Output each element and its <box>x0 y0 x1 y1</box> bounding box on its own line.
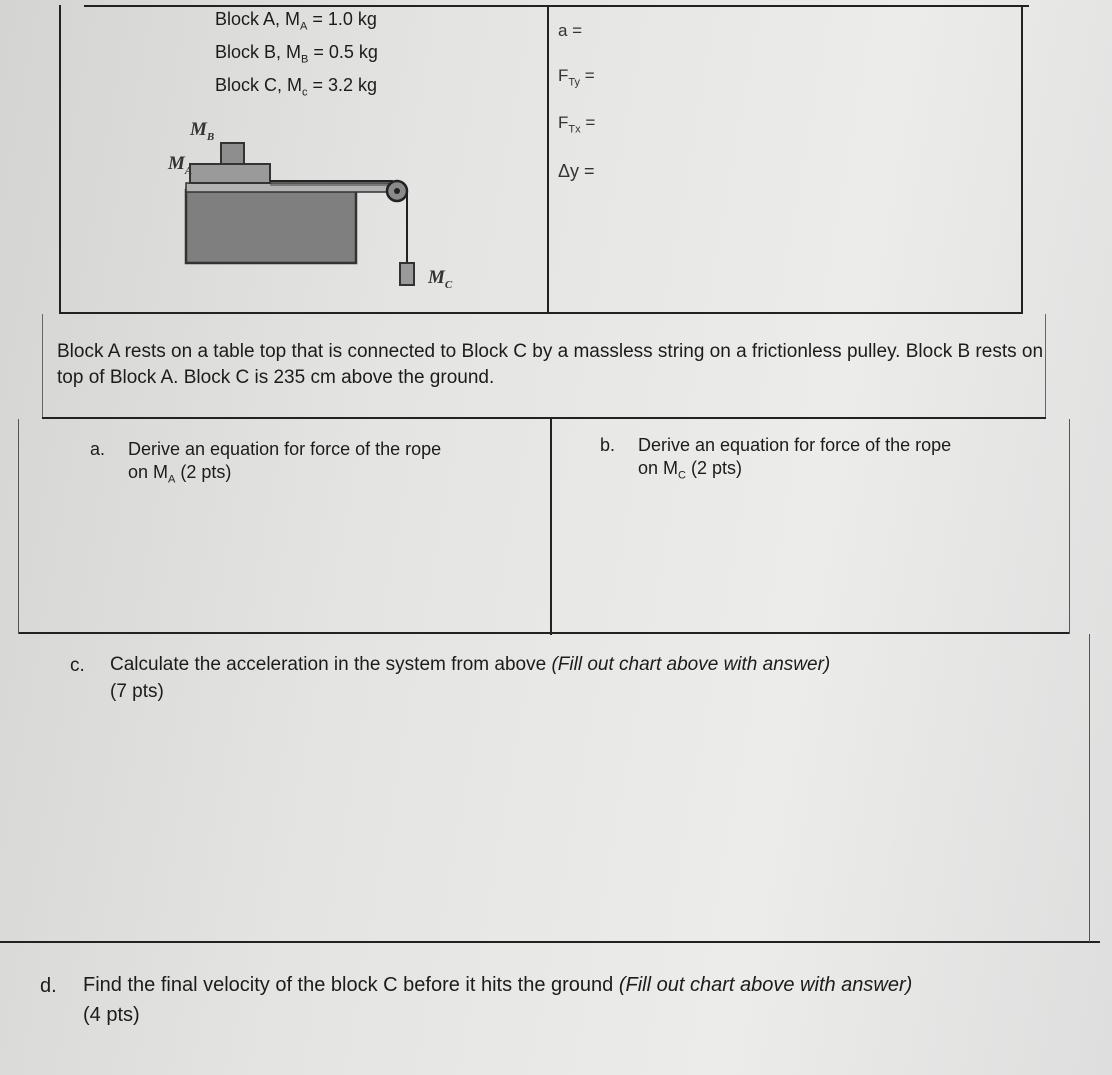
given-block-a: Block A, $M_A = 1.0$ kg <box>215 9 377 33</box>
problem-left-border <box>42 314 43 418</box>
row-c-right-border <box>1069 419 1070 634</box>
question-d-marker: d. <box>40 975 57 997</box>
top-box-divider <box>547 5 549 314</box>
row-c-top-border <box>18 632 1070 634</box>
question-c-marker: c. <box>70 655 85 676</box>
top-box-right-border <box>1021 7 1023 314</box>
label-ma: $M_A$ <box>168 153 193 177</box>
label-mc: $M_C$ <box>428 267 453 291</box>
question-b-marker: b. <box>600 435 616 455</box>
row-c-left-border <box>18 419 19 634</box>
physics-diagram <box>150 105 480 305</box>
question-c-text: Calculate the acceleration in the system from above (Fill out chart above with answer) (7 pts) <box>110 654 831 702</box>
question-a-text: Derive an equation for force of the rope on $M_A$ (2 pts) <box>128 439 442 486</box>
question-a-marker: a. <box>90 439 106 459</box>
row-ab-divider <box>550 419 552 635</box>
question-b-text: Derive an equation for force of the rope on $M_C$ (2 pts) <box>638 435 952 482</box>
pulley-axle <box>394 188 400 194</box>
problem-statement: Block A rests on a table top that is connected to Block C by a massless string on a frictionless pulley. Block B rests on top of Block A. Block C is 235 cm above the ground. <box>57 341 1044 388</box>
top-box-bottom-border <box>59 312 1023 314</box>
block-b-shape <box>221 143 244 164</box>
answer-a: a = <box>558 21 583 40</box>
given-block-b: Block B, $M_B = 0.5$ kg <box>215 42 378 66</box>
table-top <box>186 183 394 192</box>
question-d-text: Find the final velocity of the block C before it hits the ground (Fill out chart above with answer) (4 pts) <box>83 974 913 1026</box>
answer-fty: $F_{Ty}$ = <box>558 66 595 89</box>
given-block-c: Block C, $M_c = 3.2$ kg <box>215 75 378 99</box>
row-c-lower-right-border <box>1089 634 1090 942</box>
table-body <box>186 190 356 263</box>
row-ab-top-border <box>42 417 1046 419</box>
row-d-top-border <box>0 941 1100 943</box>
top-box-left-border <box>59 5 61 314</box>
answer-dy: Δy = <box>558 161 595 181</box>
top-box-top-border <box>84 5 1029 7</box>
answer-ftx: $F_{Tx}$ = <box>558 113 596 136</box>
block-a-shape <box>190 164 270 183</box>
label-mb: $M_B$ <box>190 119 215 143</box>
block-c-shape <box>400 263 414 285</box>
